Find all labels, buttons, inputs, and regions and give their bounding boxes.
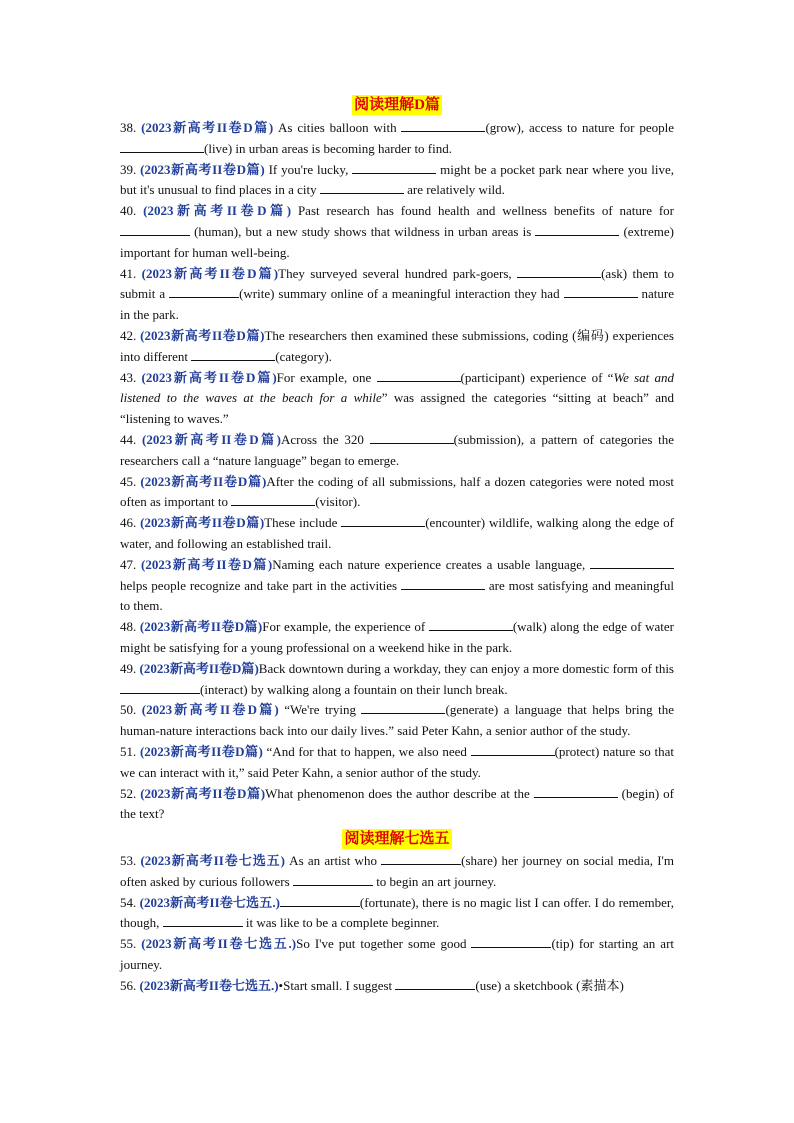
question-56: 56. (2023新高考II卷七选五.)•Start small. I suggest (use) a sketchbook (素描本)	[120, 977, 624, 993]
answer-blank[interactable]	[370, 430, 454, 444]
question-55: 55. (2023新高考II卷七选五.)So I've put together some good (tip) for starting an art journey.	[120, 936, 675, 973]
worksheet-page	[120, 92, 674, 997]
question-40: 40. (2023新高考II卷D篇) Past research has found health and wellness benefits of nature for (human), but a new study shows that wildness in urban areas is (extreme) important for human well-being.	[120, 203, 675, 260]
source-label: (2023新高考II卷D篇)	[141, 120, 274, 135]
answer-blank[interactable]	[120, 139, 204, 153]
answer-blank[interactable]	[169, 284, 239, 298]
section-title-reading-d: 阅读理解D篇	[354, 97, 440, 113]
answer-blank[interactable]	[471, 934, 551, 948]
question-45: 45. (2023新高考II卷D篇)After the coding of all submissions, half a dozen categories were noted most often as important to (visitor).	[120, 473, 674, 510]
source-label: (2023新高考II卷D篇)	[141, 556, 273, 572]
answer-blank[interactable]	[361, 700, 445, 714]
answer-blank[interactable]	[590, 555, 674, 569]
section-title-seven-choose-five: 阅读理解七选五	[344, 831, 450, 848]
source-label: (2023新高考II卷七选五.)	[139, 977, 279, 993]
source-label: (2023新高考II卷D篇)	[141, 431, 281, 447]
question-39: 39. (2023新高考II卷D篇) If you're lucky, might be a pocket park near where you live, but it's unusual to find places in a city are relatively wild.	[120, 161, 675, 198]
question-46: 46. (2023新高考II卷D篇)These include (encounter) wildlife, walking along the edge of water, and following an established trail.	[120, 515, 675, 551]
source-label: (2023新高考II卷D篇)	[140, 785, 266, 801]
source-label: (2023新高考II卷D篇)	[140, 161, 265, 177]
question-38: 38. (2023新高考II卷D篇) As cities balloon with (grow), access to nature for people (live) in urban areas is becoming harder to find.	[120, 120, 674, 156]
question-48: 48. (2023新高考II卷D篇)For example, the experience of (walk) along the edge of water might be satisfying for a young professional on a weekend hike in the park.	[120, 619, 674, 655]
answer-blank[interactable]	[401, 576, 485, 590]
answer-blank[interactable]	[191, 347, 275, 361]
answer-blank[interactable]	[120, 680, 200, 694]
answer-blank[interactable]	[280, 893, 360, 907]
question-43: 43. (2023新高考II卷D篇)For example, one (participant) experience of “We sat and listened to the waves at the beach for a while” was assigned the categories “sitting at beach” and “listening to waves.”	[120, 369, 675, 427]
source-label: (2023新高考II卷D篇)	[139, 660, 259, 676]
source-label: (2023新高考II卷D篇)	[140, 473, 267, 489]
answer-blank[interactable]	[534, 784, 618, 798]
source-label: (2023新高考II卷D篇)	[141, 702, 279, 718]
answer-blank[interactable]	[120, 222, 190, 236]
quoted-experience: We sat and listened to the waves at the beach for a while	[120, 369, 675, 406]
answer-blank[interactable]	[471, 742, 555, 756]
answer-blank[interactable]	[395, 976, 475, 990]
answer-blank[interactable]	[163, 913, 243, 927]
question-44: 44. (2023新高考II卷D篇)Across the 320 (submission), a pattern of categories the researchers call a “nature language” began to emerge.	[120, 431, 675, 468]
answer-blank[interactable]	[293, 872, 373, 886]
source-label: (2023新高考II卷D篇)	[140, 327, 265, 343]
answer-blank[interactable]	[564, 284, 638, 298]
source-label: (2023新高考II卷D篇)	[143, 203, 292, 219]
answer-blank[interactable]	[352, 160, 436, 174]
question-47: 47. (2023新高考II卷D篇)Naming each nature experience creates a usable language, helps people recognize and take part in the activities are most satisfying and meaningful to them.	[120, 556, 674, 614]
source-label: (2023新高考II卷D篇)	[139, 619, 263, 635]
question-53: 53. (2023新高考II卷七选五) As an artist who (share) her journey on social media, I'm often asked by curious followers to begin an art journey.	[120, 853, 674, 889]
source-label: (2023新高考II卷D篇)	[141, 369, 277, 385]
source-label: (2023新高考II卷七选五)	[140, 853, 285, 869]
source-label: (2023新高考II卷D篇)	[140, 515, 265, 531]
source-label: (2023新高考II卷D篇)	[139, 743, 263, 759]
source-label: (2023新高考II卷七选五.)	[139, 894, 280, 910]
source-label: (2023新高考II卷D篇)	[141, 265, 279, 281]
answer-blank[interactable]	[320, 180, 404, 194]
answer-blank[interactable]	[231, 492, 315, 506]
source-label: (2023新高考II卷七选五.)	[141, 936, 297, 952]
question-42: 42. (2023新高考II卷D篇)The researchers then examined these submissions, coding (编码) experiences into different (category).	[120, 327, 674, 364]
answer-blank[interactable]	[377, 368, 461, 382]
question-41: 41. (2023新高考II卷D篇)They surveyed several hundred park-goers, (ask) them to submit a (write) summary online of a meaningful interaction they had nature in the park.	[120, 265, 675, 323]
question-51: 51. (2023新高考II卷D篇) “And for that to happen, we also need (protect) nature so that we can interact with it,” said Peter Kahn, a senior author of the study.	[120, 743, 674, 780]
answer-blank[interactable]	[535, 222, 619, 236]
question-50: 50. (2023新高考II卷D篇) “We're trying (generate) a language that helps bring the human-nature interactions back into our daily lives.” said Peter Kahn, a senior author of the study.	[120, 702, 675, 739]
question-52: 52. (2023新高考II卷D篇)What phenomenon does the author describe at the (begin) of the text?	[120, 785, 674, 822]
answer-blank[interactable]	[429, 617, 513, 631]
question-49: 49. (2023新高考II卷D篇)Back downtown during a workday, they can enjoy a more domestic form of this (interact) by walking along a fountain on their lunch break.	[120, 660, 674, 697]
answer-blank[interactable]	[341, 513, 425, 527]
answer-blank[interactable]	[517, 264, 601, 278]
question-54: 54. (2023新高考II卷七选五.) (fortunate), there is no magic list I can offer. I do remember, though, it was like to be a complete beginner.	[120, 894, 674, 931]
answer-blank[interactable]	[401, 118, 485, 132]
answer-blank[interactable]	[381, 851, 461, 865]
